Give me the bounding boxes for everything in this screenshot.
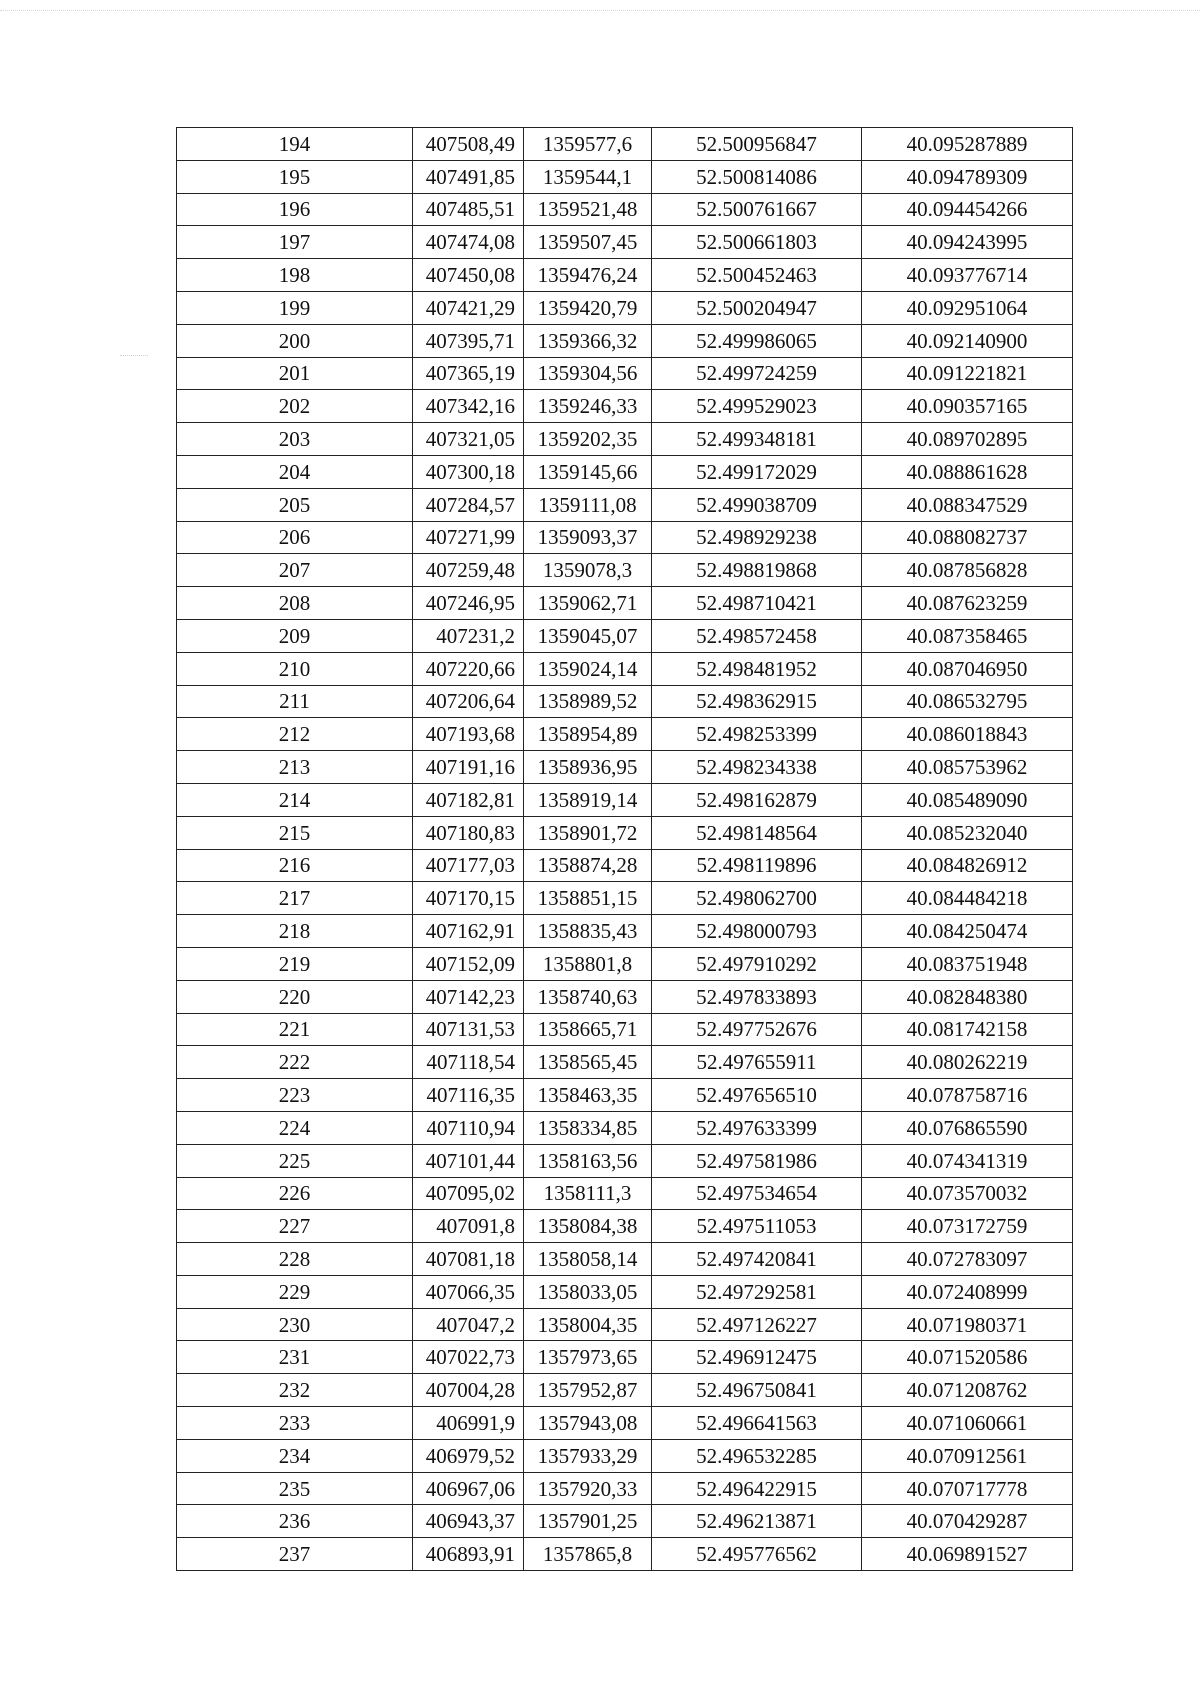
y-coordinate-cell: 1359577,6 bbox=[524, 128, 652, 161]
longitude-cell: 40.086018843 bbox=[862, 718, 1073, 751]
x-coordinate-cell: 407170,15 bbox=[413, 882, 524, 915]
latitude-cell: 52.498710421 bbox=[652, 587, 862, 620]
table-row bbox=[177, 160, 1073, 193]
point-number-cell: 228 bbox=[177, 1243, 413, 1276]
latitude-cell: 52.500814086 bbox=[652, 160, 862, 193]
point-number-cell: 229 bbox=[177, 1275, 413, 1308]
y-coordinate-cell: 1358919,14 bbox=[524, 783, 652, 816]
latitude-cell: 52.498362915 bbox=[652, 685, 862, 718]
x-coordinate-cell: 407022,73 bbox=[413, 1341, 524, 1374]
table-row bbox=[177, 1144, 1073, 1177]
latitude-cell: 52.499038709 bbox=[652, 488, 862, 521]
latitude-cell: 52.500761667 bbox=[652, 193, 862, 226]
latitude-cell: 52.497581986 bbox=[652, 1144, 862, 1177]
longitude-cell: 40.080262219 bbox=[862, 1046, 1073, 1079]
table-row bbox=[177, 1275, 1073, 1308]
table-row bbox=[177, 226, 1073, 259]
point-number-cell: 234 bbox=[177, 1439, 413, 1472]
latitude-cell: 52.498000793 bbox=[652, 915, 862, 948]
x-coordinate-cell: 407095,02 bbox=[413, 1177, 524, 1210]
table-row bbox=[177, 1308, 1073, 1341]
latitude-cell: 52.495776562 bbox=[652, 1538, 862, 1571]
x-coordinate-cell: 407118,54 bbox=[413, 1046, 524, 1079]
latitude-cell: 52.496532285 bbox=[652, 1439, 862, 1472]
x-coordinate-cell: 407206,64 bbox=[413, 685, 524, 718]
latitude-cell: 52.498253399 bbox=[652, 718, 862, 751]
point-number-cell: 199 bbox=[177, 291, 413, 324]
x-coordinate-cell: 407047,2 bbox=[413, 1308, 524, 1341]
longitude-cell: 40.070429287 bbox=[862, 1505, 1073, 1538]
point-number-cell: 219 bbox=[177, 947, 413, 980]
table-row bbox=[177, 1013, 1073, 1046]
latitude-cell: 52.500956847 bbox=[652, 128, 862, 161]
x-coordinate-cell: 407081,18 bbox=[413, 1243, 524, 1276]
point-number-cell: 206 bbox=[177, 521, 413, 554]
table-row bbox=[177, 816, 1073, 849]
longitude-cell: 40.087358465 bbox=[862, 619, 1073, 652]
point-number-cell: 195 bbox=[177, 160, 413, 193]
x-coordinate-cell: 407004,28 bbox=[413, 1374, 524, 1407]
y-coordinate-cell: 1359062,71 bbox=[524, 587, 652, 620]
point-number-cell: 222 bbox=[177, 1046, 413, 1079]
latitude-cell: 52.498148564 bbox=[652, 816, 862, 849]
latitude-cell: 52.497752676 bbox=[652, 1013, 862, 1046]
y-coordinate-cell: 1357973,65 bbox=[524, 1341, 652, 1374]
x-coordinate-cell: 407300,18 bbox=[413, 455, 524, 488]
latitude-cell: 52.496641563 bbox=[652, 1407, 862, 1440]
y-coordinate-cell: 1359366,32 bbox=[524, 324, 652, 357]
x-coordinate-cell: 407116,35 bbox=[413, 1079, 524, 1112]
x-coordinate-cell: 407450,08 bbox=[413, 259, 524, 292]
y-coordinate-cell: 1357920,33 bbox=[524, 1472, 652, 1505]
x-coordinate-cell: 407395,71 bbox=[413, 324, 524, 357]
longitude-cell: 40.073570032 bbox=[862, 1177, 1073, 1210]
longitude-cell: 40.087623259 bbox=[862, 587, 1073, 620]
table-row bbox=[177, 882, 1073, 915]
latitude-cell: 52.498234338 bbox=[652, 751, 862, 784]
latitude-cell: 52.497633399 bbox=[652, 1111, 862, 1144]
point-number-cell: 200 bbox=[177, 324, 413, 357]
y-coordinate-cell: 1358463,35 bbox=[524, 1079, 652, 1112]
table-row bbox=[177, 554, 1073, 587]
y-coordinate-cell: 1359246,33 bbox=[524, 390, 652, 423]
latitude-cell: 52.498572458 bbox=[652, 619, 862, 652]
x-coordinate-cell: 406943,37 bbox=[413, 1505, 524, 1538]
x-coordinate-cell: 407284,57 bbox=[413, 488, 524, 521]
latitude-cell: 52.498819868 bbox=[652, 554, 862, 587]
y-coordinate-cell: 1358851,15 bbox=[524, 882, 652, 915]
longitude-cell: 40.072408999 bbox=[862, 1275, 1073, 1308]
longitude-cell: 40.071520586 bbox=[862, 1341, 1073, 1374]
y-coordinate-cell: 1359024,14 bbox=[524, 652, 652, 685]
table-row bbox=[177, 652, 1073, 685]
y-coordinate-cell: 1357933,29 bbox=[524, 1439, 652, 1472]
table-row bbox=[177, 1505, 1073, 1538]
x-coordinate-cell: 406991,9 bbox=[413, 1407, 524, 1440]
x-coordinate-cell: 407101,44 bbox=[413, 1144, 524, 1177]
x-coordinate-cell: 406893,91 bbox=[413, 1538, 524, 1571]
point-number-cell: 237 bbox=[177, 1538, 413, 1571]
table-row bbox=[177, 390, 1073, 423]
latitude-cell: 52.497126227 bbox=[652, 1308, 862, 1341]
point-number-cell: 209 bbox=[177, 619, 413, 652]
table-row bbox=[177, 980, 1073, 1013]
point-number-cell: 213 bbox=[177, 751, 413, 784]
point-number-cell: 233 bbox=[177, 1407, 413, 1440]
point-number-cell: 201 bbox=[177, 357, 413, 390]
y-coordinate-cell: 1358989,52 bbox=[524, 685, 652, 718]
y-coordinate-cell: 1358740,63 bbox=[524, 980, 652, 1013]
point-number-cell: 207 bbox=[177, 554, 413, 587]
x-coordinate-cell: 407259,48 bbox=[413, 554, 524, 587]
x-coordinate-cell: 407246,95 bbox=[413, 587, 524, 620]
longitude-cell: 40.091221821 bbox=[862, 357, 1073, 390]
point-number-cell: 212 bbox=[177, 718, 413, 751]
x-coordinate-cell: 407321,05 bbox=[413, 423, 524, 456]
longitude-cell: 40.070912561 bbox=[862, 1439, 1073, 1472]
y-coordinate-cell: 1358665,71 bbox=[524, 1013, 652, 1046]
table-row bbox=[177, 1538, 1073, 1571]
y-coordinate-cell: 1359078,3 bbox=[524, 554, 652, 587]
table-row bbox=[177, 1243, 1073, 1276]
point-number-cell: 226 bbox=[177, 1177, 413, 1210]
point-number-cell: 235 bbox=[177, 1472, 413, 1505]
point-number-cell: 220 bbox=[177, 980, 413, 1013]
point-number-cell: 224 bbox=[177, 1111, 413, 1144]
table-row bbox=[177, 685, 1073, 718]
table-row bbox=[177, 1439, 1073, 1472]
longitude-cell: 40.078758716 bbox=[862, 1079, 1073, 1112]
y-coordinate-cell: 1357901,25 bbox=[524, 1505, 652, 1538]
x-coordinate-cell: 407193,68 bbox=[413, 718, 524, 751]
scan-artifact-mark bbox=[120, 355, 148, 357]
point-number-cell: 231 bbox=[177, 1341, 413, 1374]
point-number-cell: 202 bbox=[177, 390, 413, 423]
table-row bbox=[177, 587, 1073, 620]
y-coordinate-cell: 1359111,08 bbox=[524, 488, 652, 521]
longitude-cell: 40.084250474 bbox=[862, 915, 1073, 948]
longitude-cell: 40.084826912 bbox=[862, 849, 1073, 882]
longitude-cell: 40.085232040 bbox=[862, 816, 1073, 849]
latitude-cell: 52.499348181 bbox=[652, 423, 862, 456]
x-coordinate-cell: 407191,16 bbox=[413, 751, 524, 784]
point-number-cell: 211 bbox=[177, 685, 413, 718]
latitude-cell: 52.499172029 bbox=[652, 455, 862, 488]
table-row bbox=[177, 128, 1073, 161]
x-coordinate-cell: 407474,08 bbox=[413, 226, 524, 259]
longitude-cell: 40.089702895 bbox=[862, 423, 1073, 456]
point-number-cell: 223 bbox=[177, 1079, 413, 1112]
y-coordinate-cell: 1359145,66 bbox=[524, 455, 652, 488]
point-number-cell: 210 bbox=[177, 652, 413, 685]
latitude-cell: 52.497292581 bbox=[652, 1275, 862, 1308]
point-number-cell: 208 bbox=[177, 587, 413, 620]
x-coordinate-cell: 407091,8 bbox=[413, 1210, 524, 1243]
x-coordinate-cell: 407180,83 bbox=[413, 816, 524, 849]
point-number-cell: 214 bbox=[177, 783, 413, 816]
y-coordinate-cell: 1358565,45 bbox=[524, 1046, 652, 1079]
y-coordinate-cell: 1359093,37 bbox=[524, 521, 652, 554]
scan-artifact-line bbox=[0, 10, 1200, 12]
x-coordinate-cell: 407152,09 bbox=[413, 947, 524, 980]
y-coordinate-cell: 1359544,1 bbox=[524, 160, 652, 193]
x-coordinate-cell: 407220,66 bbox=[413, 652, 524, 685]
table-row bbox=[177, 193, 1073, 226]
table-row bbox=[177, 1046, 1073, 1079]
latitude-cell: 52.500452463 bbox=[652, 259, 862, 292]
longitude-cell: 40.087856828 bbox=[862, 554, 1073, 587]
longitude-cell: 40.070717778 bbox=[862, 1472, 1073, 1505]
table-row bbox=[177, 1341, 1073, 1374]
x-coordinate-cell: 407231,2 bbox=[413, 619, 524, 652]
table-row bbox=[177, 718, 1073, 751]
latitude-cell: 52.496422915 bbox=[652, 1472, 862, 1505]
latitude-cell: 52.498162879 bbox=[652, 783, 862, 816]
x-coordinate-cell: 407421,29 bbox=[413, 291, 524, 324]
point-number-cell: 197 bbox=[177, 226, 413, 259]
x-coordinate-cell: 407342,16 bbox=[413, 390, 524, 423]
longitude-cell: 40.085489090 bbox=[862, 783, 1073, 816]
latitude-cell: 52.500661803 bbox=[652, 226, 862, 259]
point-number-cell: 205 bbox=[177, 488, 413, 521]
y-coordinate-cell: 1359045,07 bbox=[524, 619, 652, 652]
y-coordinate-cell: 1358874,28 bbox=[524, 849, 652, 882]
point-number-cell: 218 bbox=[177, 915, 413, 948]
latitude-cell: 52.497534654 bbox=[652, 1177, 862, 1210]
y-coordinate-cell: 1358111,3 bbox=[524, 1177, 652, 1210]
y-coordinate-cell: 1359476,24 bbox=[524, 259, 652, 292]
latitude-cell: 52.497656510 bbox=[652, 1079, 862, 1112]
point-number-cell: 217 bbox=[177, 882, 413, 915]
x-coordinate-cell: 407066,35 bbox=[413, 1275, 524, 1308]
point-number-cell: 236 bbox=[177, 1505, 413, 1538]
longitude-cell: 40.093776714 bbox=[862, 259, 1073, 292]
latitude-cell: 52.500204947 bbox=[652, 291, 862, 324]
table-row bbox=[177, 1111, 1073, 1144]
latitude-cell: 52.497655911 bbox=[652, 1046, 862, 1079]
point-number-cell: 227 bbox=[177, 1210, 413, 1243]
latitude-cell: 52.497910292 bbox=[652, 947, 862, 980]
longitude-cell: 40.069891527 bbox=[862, 1538, 1073, 1571]
table-row bbox=[177, 947, 1073, 980]
table-row bbox=[177, 1374, 1073, 1407]
y-coordinate-cell: 1358936,95 bbox=[524, 751, 652, 784]
x-coordinate-cell: 406967,06 bbox=[413, 1472, 524, 1505]
latitude-cell: 52.499724259 bbox=[652, 357, 862, 390]
x-coordinate-cell: 407271,99 bbox=[413, 521, 524, 554]
longitude-cell: 40.092951064 bbox=[862, 291, 1073, 324]
y-coordinate-cell: 1358084,38 bbox=[524, 1210, 652, 1243]
y-coordinate-cell: 1357865,8 bbox=[524, 1538, 652, 1571]
point-number-cell: 216 bbox=[177, 849, 413, 882]
longitude-cell: 40.071980371 bbox=[862, 1308, 1073, 1341]
point-number-cell: 230 bbox=[177, 1308, 413, 1341]
table-row bbox=[177, 291, 1073, 324]
x-coordinate-cell: 407508,49 bbox=[413, 128, 524, 161]
x-coordinate-cell: 407162,91 bbox=[413, 915, 524, 948]
y-coordinate-cell: 1359521,48 bbox=[524, 193, 652, 226]
latitude-cell: 52.496213871 bbox=[652, 1505, 862, 1538]
point-number-cell: 198 bbox=[177, 259, 413, 292]
longitude-cell: 40.084484218 bbox=[862, 882, 1073, 915]
latitude-cell: 52.498929238 bbox=[652, 521, 862, 554]
longitude-cell: 40.094454266 bbox=[862, 193, 1073, 226]
y-coordinate-cell: 1359420,79 bbox=[524, 291, 652, 324]
point-number-cell: 221 bbox=[177, 1013, 413, 1046]
point-number-cell: 204 bbox=[177, 455, 413, 488]
table-row bbox=[177, 423, 1073, 456]
point-number-cell: 194 bbox=[177, 128, 413, 161]
longitude-cell: 40.086532795 bbox=[862, 685, 1073, 718]
longitude-cell: 40.088347529 bbox=[862, 488, 1073, 521]
longitude-cell: 40.095287889 bbox=[862, 128, 1073, 161]
longitude-cell: 40.072783097 bbox=[862, 1243, 1073, 1276]
table-row bbox=[177, 1210, 1073, 1243]
longitude-cell: 40.088861628 bbox=[862, 455, 1073, 488]
point-number-cell: 203 bbox=[177, 423, 413, 456]
x-coordinate-cell: 407142,23 bbox=[413, 980, 524, 1013]
longitude-cell: 40.073172759 bbox=[862, 1210, 1073, 1243]
y-coordinate-cell: 1358835,43 bbox=[524, 915, 652, 948]
latitude-cell: 52.496912475 bbox=[652, 1341, 862, 1374]
table-row bbox=[177, 915, 1073, 948]
table-row bbox=[177, 1079, 1073, 1112]
table-row bbox=[177, 783, 1073, 816]
table-row bbox=[177, 1472, 1073, 1505]
table-row bbox=[177, 849, 1073, 882]
table-row bbox=[177, 259, 1073, 292]
x-coordinate-cell: 407182,81 bbox=[413, 783, 524, 816]
longitude-cell: 40.090357165 bbox=[862, 390, 1073, 423]
latitude-cell: 52.498481952 bbox=[652, 652, 862, 685]
longitude-cell: 40.094243995 bbox=[862, 226, 1073, 259]
y-coordinate-cell: 1358058,14 bbox=[524, 1243, 652, 1276]
y-coordinate-cell: 1358954,89 bbox=[524, 718, 652, 751]
longitude-cell: 40.071208762 bbox=[862, 1374, 1073, 1407]
latitude-cell: 52.497420841 bbox=[652, 1243, 862, 1276]
x-coordinate-cell: 407491,85 bbox=[413, 160, 524, 193]
table-row bbox=[177, 1407, 1073, 1440]
y-coordinate-cell: 1358334,85 bbox=[524, 1111, 652, 1144]
x-coordinate-cell: 406979,52 bbox=[413, 1439, 524, 1472]
table-row bbox=[177, 751, 1073, 784]
table-row bbox=[177, 455, 1073, 488]
latitude-cell: 52.496750841 bbox=[652, 1374, 862, 1407]
x-coordinate-cell: 407365,19 bbox=[413, 357, 524, 390]
table-row bbox=[177, 1177, 1073, 1210]
y-coordinate-cell: 1357952,87 bbox=[524, 1374, 652, 1407]
y-coordinate-cell: 1358033,05 bbox=[524, 1275, 652, 1308]
point-number-cell: 232 bbox=[177, 1374, 413, 1407]
y-coordinate-cell: 1359507,45 bbox=[524, 226, 652, 259]
longitude-cell: 40.076865590 bbox=[862, 1111, 1073, 1144]
x-coordinate-cell: 407131,53 bbox=[413, 1013, 524, 1046]
latitude-cell: 52.499529023 bbox=[652, 390, 862, 423]
longitude-cell: 40.082848380 bbox=[862, 980, 1073, 1013]
y-coordinate-cell: 1358901,72 bbox=[524, 816, 652, 849]
table-row bbox=[177, 324, 1073, 357]
longitude-cell: 40.081742158 bbox=[862, 1013, 1073, 1046]
y-coordinate-cell: 1358163,56 bbox=[524, 1144, 652, 1177]
y-coordinate-cell: 1358004,35 bbox=[524, 1308, 652, 1341]
coordinates-table bbox=[176, 127, 1073, 1571]
longitude-cell: 40.071060661 bbox=[862, 1407, 1073, 1440]
latitude-cell: 52.497511053 bbox=[652, 1210, 862, 1243]
longitude-cell: 40.088082737 bbox=[862, 521, 1073, 554]
x-coordinate-cell: 407177,03 bbox=[413, 849, 524, 882]
latitude-cell: 52.497833893 bbox=[652, 980, 862, 1013]
point-number-cell: 225 bbox=[177, 1144, 413, 1177]
table-row bbox=[177, 357, 1073, 390]
point-number-cell: 196 bbox=[177, 193, 413, 226]
longitude-cell: 40.074341319 bbox=[862, 1144, 1073, 1177]
y-coordinate-cell: 1358801,8 bbox=[524, 947, 652, 980]
table-row bbox=[177, 619, 1073, 652]
x-coordinate-cell: 407485,51 bbox=[413, 193, 524, 226]
longitude-cell: 40.087046950 bbox=[862, 652, 1073, 685]
longitude-cell: 40.092140900 bbox=[862, 324, 1073, 357]
longitude-cell: 40.083751948 bbox=[862, 947, 1073, 980]
y-coordinate-cell: 1357943,08 bbox=[524, 1407, 652, 1440]
point-number-cell: 215 bbox=[177, 816, 413, 849]
y-coordinate-cell: 1359202,35 bbox=[524, 423, 652, 456]
latitude-cell: 52.498062700 bbox=[652, 882, 862, 915]
longitude-cell: 40.094789309 bbox=[862, 160, 1073, 193]
table-row bbox=[177, 488, 1073, 521]
coordinates-table-body bbox=[177, 128, 1073, 1571]
x-coordinate-cell: 407110,94 bbox=[413, 1111, 524, 1144]
y-coordinate-cell: 1359304,56 bbox=[524, 357, 652, 390]
longitude-cell: 40.085753962 bbox=[862, 751, 1073, 784]
latitude-cell: 52.499986065 bbox=[652, 324, 862, 357]
latitude-cell: 52.498119896 bbox=[652, 849, 862, 882]
table-row bbox=[177, 521, 1073, 554]
